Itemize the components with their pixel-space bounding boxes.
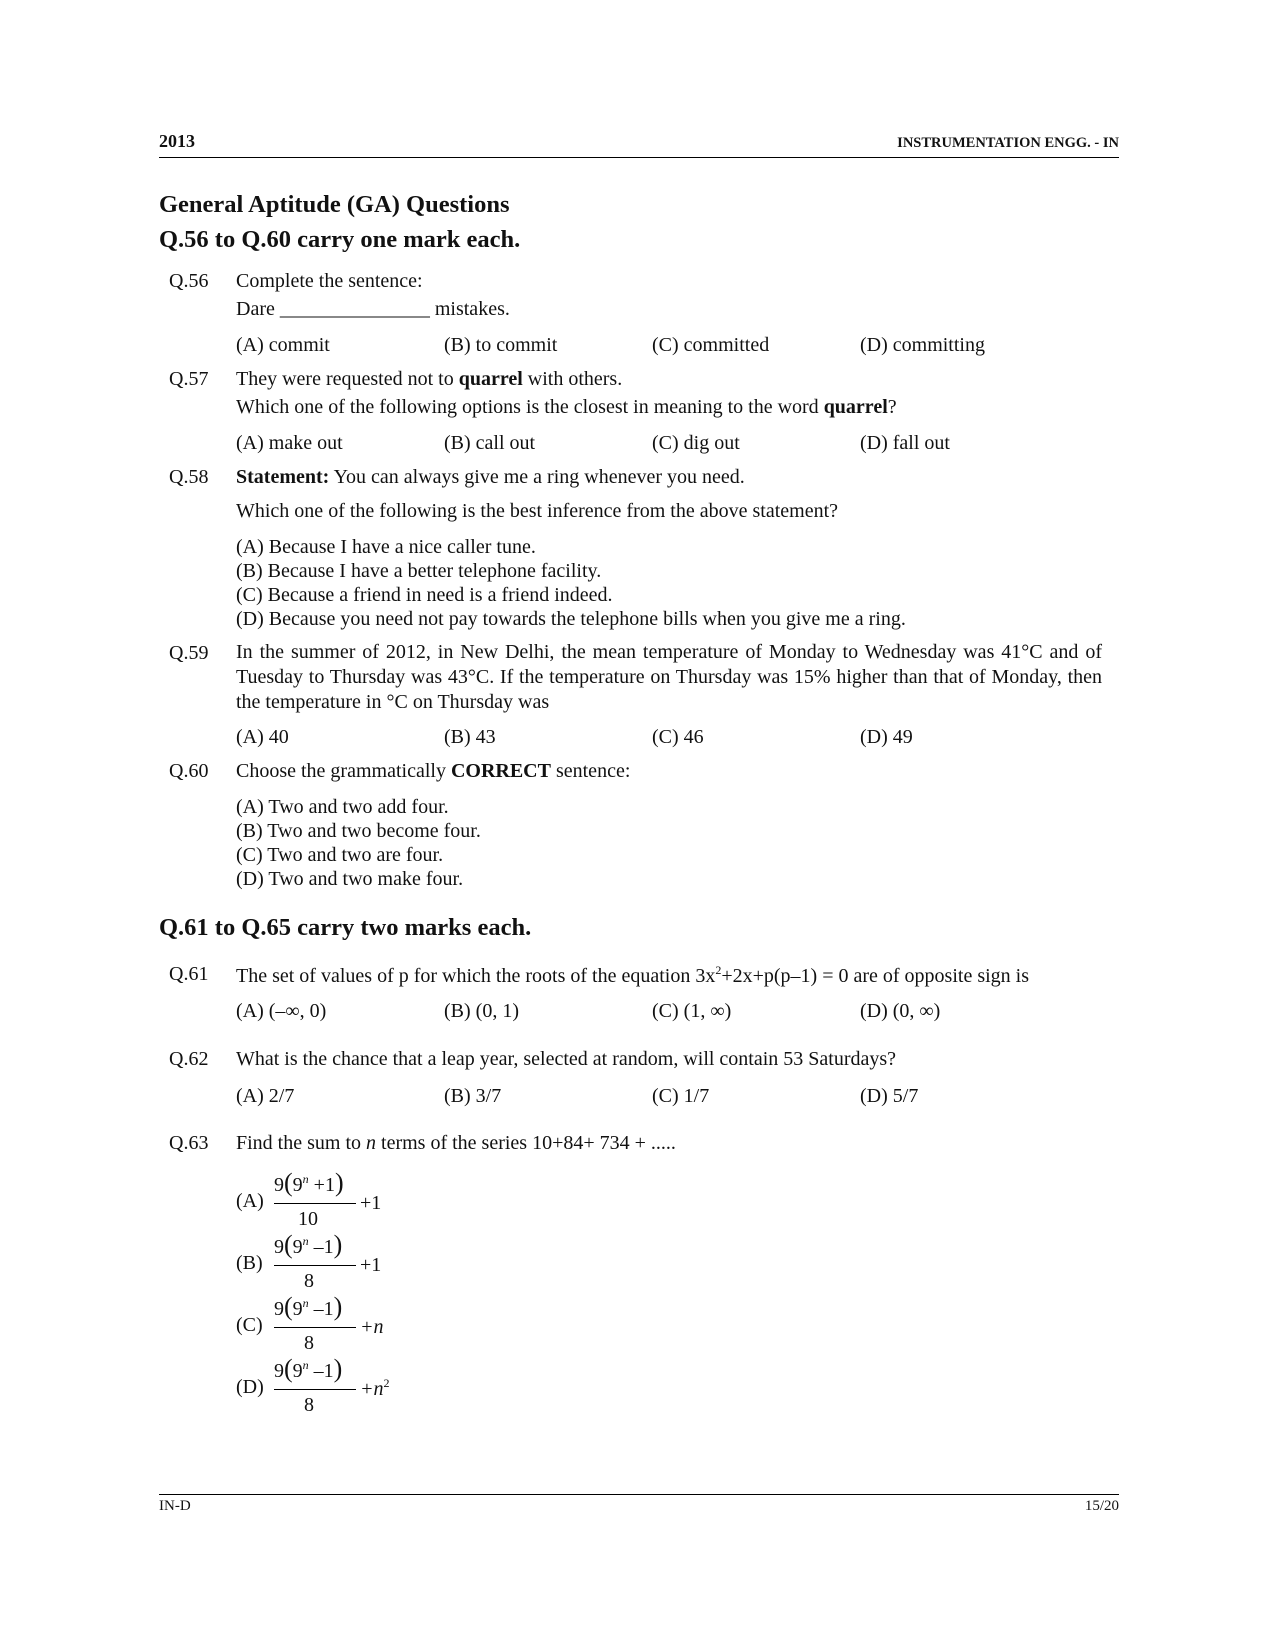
option: (A) 2/7 (236, 1085, 295, 1107)
question-text: Choose the grammatically CORRECT sentence: (236, 760, 631, 782)
fraction-tail: $+n^2$ (360, 1376, 390, 1400)
question-number: Q.56 (169, 270, 209, 292)
question-number: Q.63 (169, 1132, 209, 1154)
option: (B) 3/7 (444, 1085, 502, 1107)
option: (B) Two and two become four. (236, 820, 481, 842)
fraction-numerator: 9(9$^n$ –1) (274, 1230, 343, 1259)
question-text: Dare _______________ mistakes. (236, 298, 510, 320)
footer-code: IN-D (159, 1498, 191, 1514)
page-number: 15/20 (1084, 1498, 1119, 1514)
option: (B) call out (444, 432, 536, 454)
fraction-bar (274, 1389, 356, 1390)
option: (D) committing (860, 334, 985, 356)
fraction-bar (274, 1327, 356, 1328)
option: (B) 43 (444, 726, 496, 748)
fraction-numerator: 9(9$^n$ –1) (274, 1354, 343, 1383)
section1-title: Q.56 to Q.60 carry one mark each. (159, 226, 521, 253)
option-label: (A) (236, 1190, 264, 1212)
fraction-denominator: 8 (304, 1394, 314, 1416)
option: (C) 46 (652, 726, 704, 748)
question-text: Statement: You can always give me a ring whenever you need. (236, 466, 745, 488)
header-paper: INSTRUMENTATION ENGG. - IN (897, 135, 1119, 151)
option-label: (D) (236, 1376, 264, 1398)
option: (A) (–∞, 0) (236, 1000, 327, 1022)
question-text: Complete the sentence: (236, 270, 423, 292)
fraction-tail: +1 (360, 1192, 382, 1214)
question-number: Q.57 (169, 368, 209, 390)
fraction-numerator: 9(9$^n$ –1) (274, 1292, 343, 1321)
fraction-tail: +1 (360, 1254, 382, 1276)
option: (B) to commit (444, 334, 558, 356)
section-title: General Aptitude (GA) Questions (159, 191, 510, 218)
section2-title: Q.61 to Q.65 carry two marks each. (159, 914, 532, 941)
fraction-denominator: 8 (304, 1270, 314, 1292)
fraction-tail: +n (360, 1316, 384, 1338)
question-number: Q.61 (169, 963, 209, 985)
option: (C) 1/7 (652, 1085, 710, 1107)
header-year: 2013 (159, 131, 195, 151)
option: (A) Two and two add four. (236, 796, 449, 818)
question-number: Q.60 (169, 760, 209, 782)
question-text: What is the chance that a leap year, selected at random, will contain 53 Saturdays? (236, 1048, 897, 1070)
question-text: Which one of the following is the best inference from the above statement? (236, 500, 839, 522)
option: (C) (1, ∞) (652, 1000, 732, 1022)
option: (D) 5/7 (860, 1085, 919, 1107)
option: (C) Because a friend in need is a friend indeed. (236, 584, 613, 606)
question-text: They were requested not to quarrel with others. (236, 368, 623, 390)
option-label: (B) (236, 1252, 263, 1274)
question-text: The set of values of p for which the roots of the equation $3x^2+2x+p(p-1) = 0$ are of opposite sign is (236, 963, 1030, 987)
option: (D) Because you need not pay towards the telephone bills when you give me a ring. (236, 608, 906, 630)
option: (B) Because I have a better telephone facility. (236, 560, 602, 582)
option: (C) committed (652, 334, 770, 356)
option: (A) Because I have a nice caller tune. (236, 536, 536, 558)
option-label: (C) (236, 1314, 263, 1336)
option: (D) Two and two make four. (236, 868, 464, 890)
page-header (159, 131, 1119, 158)
question-number: Q.59 (169, 642, 209, 664)
option: (D) 49 (860, 726, 913, 748)
option: (A) 40 (236, 726, 289, 748)
option: (C) dig out (652, 432, 740, 454)
option: (A) make out (236, 432, 343, 454)
option: (B) (0, 1) (444, 1000, 519, 1022)
fraction-denominator: 10 (298, 1208, 318, 1230)
question-number: Q.58 (169, 466, 209, 488)
option: (C) Two and two are four. (236, 844, 444, 866)
option: (A) commit (236, 334, 330, 356)
fraction-bar (274, 1265, 356, 1266)
question-text: Which one of the following options is the closest in meaning to the word quarrel? (236, 396, 897, 418)
option: (D) fall out (860, 432, 950, 454)
page-footer (159, 1494, 1119, 1515)
question-text: In the summer of 2012, in New Delhi, the mean temperature of Monday to Wednesday was 41°C and of Tuesday to Thursday was 43°C. If the temperature on Thursday was 15% higher than that of Monday, then the temperature in °C on Thursday was (236, 641, 1102, 713)
question-text: Find the sum to n terms of the series 10+84+ 734 + ..... (236, 1132, 676, 1154)
option: (D) (0, ∞) (860, 1000, 941, 1022)
fraction-numerator: 9(9$^n$ +1) (274, 1168, 344, 1197)
question-number: Q.62 (169, 1048, 209, 1070)
fraction-bar (274, 1203, 356, 1204)
fraction-denominator: 8 (304, 1332, 314, 1354)
